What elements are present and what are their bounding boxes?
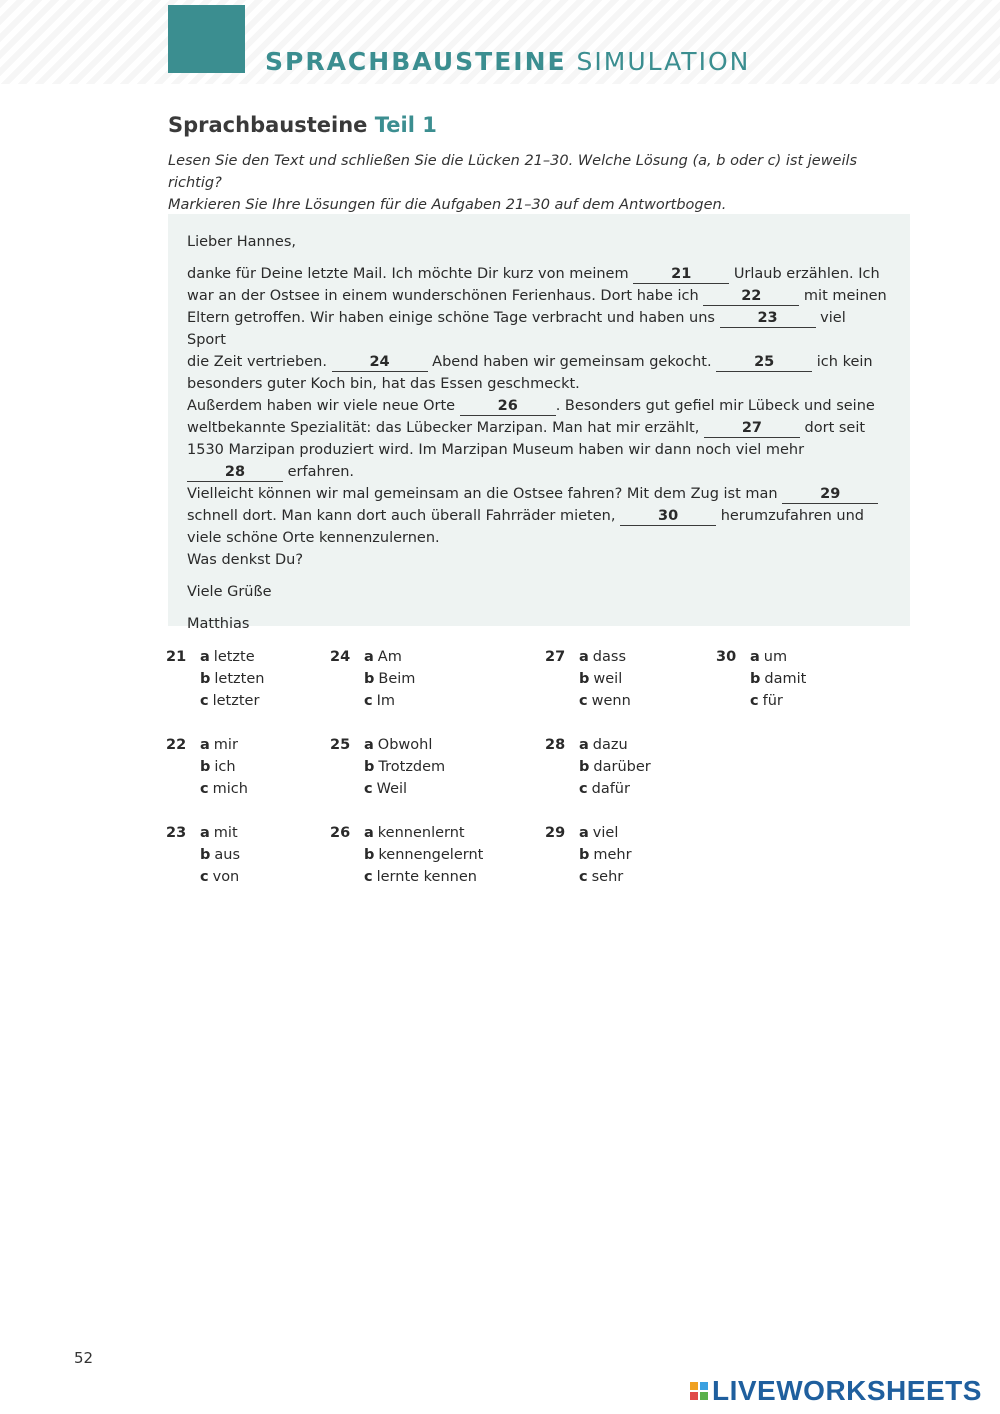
text-run: ich kein (816, 354, 873, 370)
option-letter: c (579, 693, 588, 709)
letter-line: besonders guter Koch bin, hat das Essen geschmeckt. (187, 376, 580, 392)
option-text: letzten (214, 671, 265, 687)
option-b[interactable] (200, 756, 236, 778)
letter-closing: Viele Grüße (187, 584, 272, 600)
instructions (168, 150, 888, 216)
instructions-line-1: Lesen Sie den Text und schließen Sie die Lücken 21–30. Welche Lösung (a, b oder c) ist jeweils richtig? (168, 153, 858, 191)
option-letter: a (364, 825, 374, 841)
option-a[interactable] (364, 646, 402, 668)
text-run: herumzufahren und (720, 508, 865, 524)
option-letter: c (579, 869, 588, 885)
liveworksheets-brand-text: LIVEWORKSHEETS (712, 1375, 982, 1406)
letter-line: viele schöne Orte kennenzulernen. (187, 530, 440, 546)
letter-line (187, 285, 887, 307)
option-text: Beim (378, 671, 416, 687)
option-text: Weil (376, 781, 408, 797)
option-text: kennengelernt (378, 847, 484, 863)
option-letter: c (200, 781, 209, 797)
text-run: war an der Ostsee in einem wunderschönen Ferienhaus. Dort habe ich (187, 288, 699, 304)
option-a[interactable] (579, 734, 628, 756)
option-letter: c (200, 693, 209, 709)
option-b[interactable] (364, 844, 483, 866)
letter-line (187, 395, 887, 417)
option-letter: a (579, 737, 589, 753)
option-number: 24 (330, 649, 351, 665)
option-letter: b (579, 759, 590, 775)
gap-25[interactable]: 25 (716, 353, 812, 372)
option-text: aus (214, 847, 241, 863)
option-c[interactable] (200, 778, 248, 800)
letter-line (187, 461, 887, 483)
option-letter: b (364, 847, 375, 863)
option-letter: b (200, 671, 211, 687)
option-text: dafür (591, 781, 630, 797)
option-a[interactable] (200, 646, 255, 668)
option-text: dazu (592, 737, 628, 753)
option-number: 23 (166, 825, 187, 841)
option-number: 27 (545, 649, 566, 665)
option-text: kennenlernt (377, 825, 465, 841)
letter-line: Was denkst Du? (187, 552, 304, 568)
header-title-light: SIMULATION (576, 47, 751, 76)
option-b[interactable] (364, 668, 415, 690)
option-number: 28 (545, 737, 566, 753)
text-run: Vielleicht können wir mal gemeinsam an die Ostsee fahren? Mit dem Zug ist man (187, 486, 778, 502)
letter-signature: Matthias (187, 616, 250, 632)
option-letter: c (364, 781, 373, 797)
option-text: letzte (213, 649, 255, 665)
letter-line: 1530 Marzipan produziert wird. Im Marzipan Museum haben wir dann noch viel mehr (187, 442, 805, 458)
option-letter: c (750, 693, 759, 709)
option-text: mir (213, 737, 238, 753)
option-b[interactable] (200, 668, 264, 690)
option-text: darüber (593, 759, 651, 775)
gap-28[interactable]: 28 (187, 463, 283, 482)
option-number: 30 (716, 649, 737, 665)
option-letter: c (579, 781, 588, 797)
text-run: Außerdem haben wir viele neue Orte (187, 398, 456, 414)
option-text: sehr (591, 869, 624, 885)
option-text: viel (592, 825, 619, 841)
option-a[interactable] (579, 646, 626, 668)
option-text: von (212, 869, 240, 885)
text-run: viel Sport (187, 310, 846, 348)
option-number: 29 (545, 825, 566, 841)
option-c[interactable] (364, 866, 477, 888)
section-title (168, 113, 437, 137)
option-text: Trotzdem (378, 759, 446, 775)
option-text: mehr (593, 847, 632, 863)
option-number: 25 (330, 737, 351, 753)
option-c[interactable] (579, 690, 631, 712)
option-number: 26 (330, 825, 351, 841)
option-c[interactable] (364, 690, 395, 712)
option-a[interactable] (200, 734, 238, 756)
option-letter: a (200, 737, 210, 753)
option-letter: a (579, 649, 589, 665)
gap-30[interactable]: 30 (620, 507, 716, 526)
option-letter: b (200, 759, 211, 775)
page-header-title (265, 47, 750, 76)
text-run: . Besonders gut gefiel mir Lübeck und seine (555, 398, 875, 414)
text-run: dort seit (804, 420, 866, 436)
option-a[interactable] (364, 734, 432, 756)
option-b[interactable] (200, 844, 240, 866)
letter-text (187, 231, 887, 635)
option-c[interactable] (579, 778, 630, 800)
option-letter: b (364, 671, 375, 687)
option-text: lernte kennen (376, 869, 477, 885)
option-c[interactable] (200, 690, 259, 712)
gap-22[interactable]: 22 (703, 287, 799, 306)
option-b[interactable] (579, 756, 651, 778)
letter-greeting: Lieber Hannes, (187, 234, 296, 250)
option-text: ich (214, 759, 236, 775)
option-text: um (763, 649, 788, 665)
header-color-block (168, 5, 245, 73)
section-title-part: Teil 1 (374, 113, 437, 137)
option-letter: a (200, 825, 210, 841)
gap-24[interactable]: 24 (332, 353, 428, 372)
gap-23[interactable]: 23 (720, 309, 816, 328)
gap-27[interactable]: 27 (704, 419, 800, 438)
option-text: mit (213, 825, 238, 841)
letter-line (187, 417, 887, 439)
option-number: 22 (166, 737, 187, 753)
text-run: danke für Deine letzte Mail. Ich möchte Dir kurz von meinem (187, 266, 629, 282)
option-letter: a (579, 825, 589, 841)
option-letter: a (364, 649, 374, 665)
text-run: erfahren. (287, 464, 355, 480)
option-b[interactable] (364, 756, 445, 778)
letter-line (187, 263, 887, 285)
text-run: Abend haben wir gemeinsam gekocht. (432, 354, 712, 370)
option-text: dass (592, 649, 626, 665)
header-title-bold: SPRACHBAUSTEINE (265, 47, 567, 76)
text-run: Urlaub erzählen. Ich (733, 266, 880, 282)
letter-line (187, 351, 887, 373)
letter-line (187, 307, 887, 351)
option-number: 21 (166, 649, 187, 665)
option-a[interactable] (364, 822, 465, 844)
option-letter: c (200, 869, 209, 885)
instructions-line-2: Markieren Sie Ihre Lösungen für die Aufgaben 21–30 auf dem Antwortbogen. (168, 197, 727, 213)
gap-21[interactable]: 21 (633, 265, 729, 284)
option-letter: b (579, 671, 590, 687)
option-text: mich (212, 781, 248, 797)
option-a[interactable] (750, 646, 787, 668)
option-c[interactable] (579, 866, 623, 888)
option-letter: b (200, 847, 211, 863)
letter-line (187, 483, 887, 505)
liveworksheets-logo[interactable] (690, 1376, 982, 1406)
gap-29[interactable]: 29 (782, 485, 878, 504)
option-letter: a (364, 737, 374, 753)
option-text: damit (764, 671, 807, 687)
text-run: die Zeit vertrieben. (187, 354, 327, 370)
option-b[interactable] (750, 668, 806, 690)
option-c[interactable] (364, 778, 407, 800)
section-title-main: Sprachbausteine (168, 113, 368, 137)
option-letter: a (200, 649, 210, 665)
option-text: weil (593, 671, 623, 687)
answer-options (0, 646, 1000, 906)
page-number: 52 (74, 1349, 94, 1367)
option-letter: b (364, 759, 375, 775)
option-letter: c (364, 869, 373, 885)
option-text: für (762, 693, 783, 709)
option-letter: c (364, 693, 373, 709)
option-text: Obwohl (377, 737, 433, 753)
option-b[interactable] (579, 844, 632, 866)
liveworksheets-logo-icon (690, 1382, 708, 1400)
option-text: wenn (591, 693, 631, 709)
option-c[interactable] (200, 866, 239, 888)
option-text: letzter (212, 693, 260, 709)
gap-26[interactable]: 26 (460, 397, 556, 416)
option-c[interactable] (750, 690, 783, 712)
text-run: Eltern getroffen. Wir haben einige schöne Tage verbracht und haben uns (187, 310, 715, 326)
text-run: schnell dort. Man kann dort auch überall Fahrräder mieten, (187, 508, 616, 524)
option-a[interactable] (579, 822, 618, 844)
option-letter: b (579, 847, 590, 863)
option-a[interactable] (200, 822, 238, 844)
option-letter: a (750, 649, 760, 665)
option-text: Am (377, 649, 402, 665)
option-b[interactable] (579, 668, 622, 690)
letter-line (187, 505, 887, 527)
text-run: mit meinen (803, 288, 887, 304)
option-text: Im (376, 693, 396, 709)
option-letter: b (750, 671, 761, 687)
text-run: weltbekannte Spezialität: das Lübecker Marzipan. Man hat mir erzählt, (187, 420, 700, 436)
